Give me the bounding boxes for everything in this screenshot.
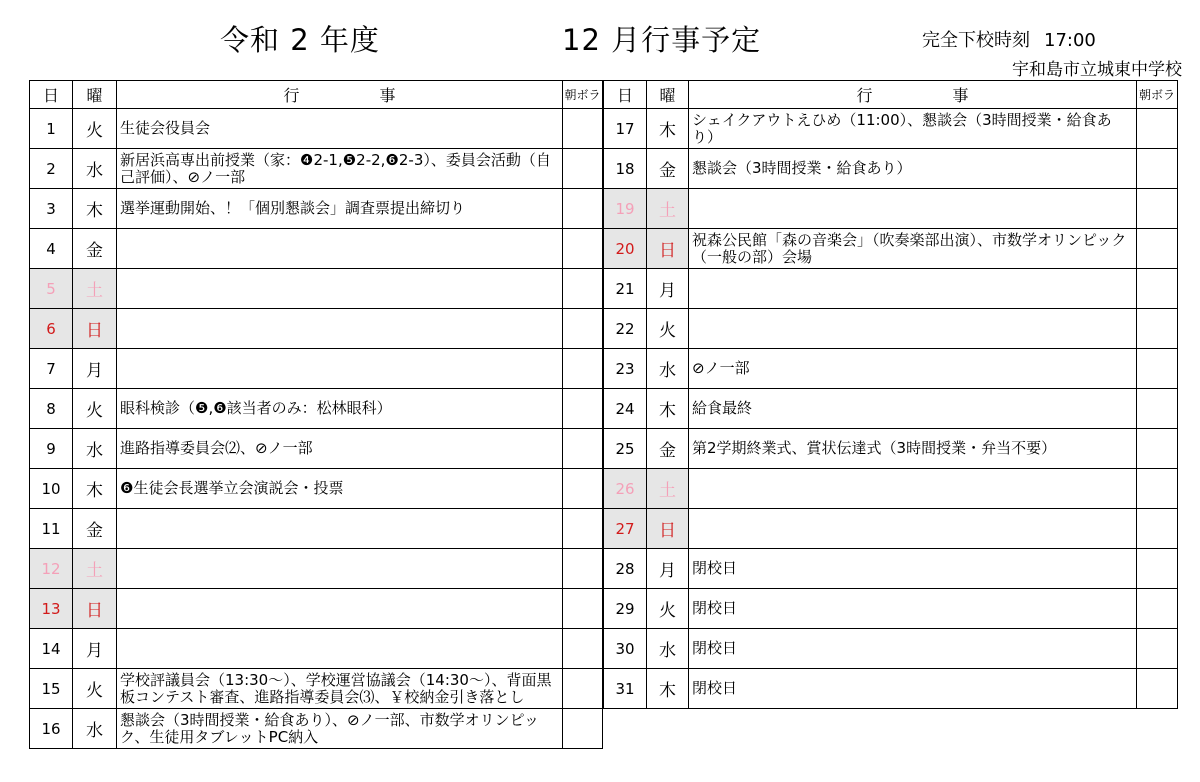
- schedule-table-right: [603, 80, 1178, 709]
- col-header-weekday: 曜: [73, 81, 117, 109]
- table-row: [604, 309, 1178, 349]
- event-cell: [117, 549, 563, 589]
- table-row: [30, 189, 603, 229]
- event-text: 閉校日: [692, 640, 738, 657]
- weekday-cell: 月: [647, 269, 689, 309]
- day-cell: 22: [604, 309, 647, 349]
- col-header-event: 行 事: [117, 81, 563, 109]
- table-row: [604, 149, 1178, 189]
- weekday-cell: 土: [647, 469, 689, 509]
- day-cell: 17: [604, 109, 647, 149]
- board-cell: [563, 109, 603, 149]
- weekday-cell: 木: [647, 669, 689, 709]
- event-cell: [689, 349, 1137, 389]
- event-text: 新居浜高専出前授業（家：❹2-1,❺2-2,❻2-3）、委員会活動（自己評価）、⊘ノ一部: [120, 151, 551, 186]
- weekday-cell: 月: [647, 549, 689, 589]
- event-cell: [117, 149, 563, 189]
- table-row: [30, 549, 603, 589]
- weekday-cell: 日: [647, 509, 689, 549]
- board-cell: [1137, 309, 1178, 349]
- weekday-cell: 水: [73, 429, 117, 469]
- event-cell: [117, 589, 563, 629]
- weekday-cell: 日: [73, 309, 117, 349]
- board-cell: [1137, 469, 1178, 509]
- weekday-cell: 木: [73, 189, 117, 229]
- table-row: [30, 309, 603, 349]
- school-name: 宇和島市立城東中学校: [1012, 60, 1182, 80]
- day-cell: 4: [30, 229, 73, 269]
- table-row: [604, 509, 1178, 549]
- day-cell: 1: [30, 109, 73, 149]
- event-cell: [689, 549, 1137, 589]
- col-header-day: 日: [30, 81, 73, 109]
- board-cell: [1137, 109, 1178, 149]
- day-cell: 28: [604, 549, 647, 589]
- board-cell: [1137, 149, 1178, 189]
- event-cell: [689, 669, 1137, 709]
- event-text: ❻生徒会長選挙立会演説会・投票: [120, 480, 344, 497]
- table-row: [604, 429, 1178, 469]
- day-cell: 16: [30, 709, 73, 749]
- event-cell: [117, 669, 563, 709]
- dismissal-time-info: [922, 26, 1096, 52]
- table-row: [30, 149, 603, 189]
- table-row: [604, 189, 1178, 229]
- weekday-cell: 金: [647, 429, 689, 469]
- weekday-cell: 金: [73, 229, 117, 269]
- board-cell: [563, 389, 603, 429]
- event-cell: [117, 709, 563, 749]
- board-cell: [563, 269, 603, 309]
- day-cell: 29: [604, 589, 647, 629]
- board-cell: [1137, 189, 1178, 229]
- day-cell: 5: [30, 269, 73, 309]
- event-text: 閉校日: [692, 560, 738, 577]
- weekday-cell: 金: [73, 509, 117, 549]
- day-cell: 8: [30, 389, 73, 429]
- col-header-day: 日: [604, 81, 647, 109]
- weekday-cell: 火: [73, 389, 117, 429]
- event-cell: [689, 429, 1137, 469]
- event-text: 閉校日: [692, 680, 738, 697]
- event-cell: [689, 469, 1137, 509]
- event-cell: [689, 269, 1137, 309]
- day-cell: 9: [30, 429, 73, 469]
- board-cell: [563, 709, 603, 749]
- board-cell: [1137, 629, 1178, 669]
- day-cell: 21: [604, 269, 647, 309]
- event-text: 祝森公民館「森の音楽会」（吹奏楽部出演）、市数学オリンピック（一般の部）会場: [692, 231, 1127, 266]
- event-text: シェイクアウトえひめ（11:00）、懇談会（3時間授業・給食あり）: [692, 111, 1112, 146]
- event-cell: [117, 429, 563, 469]
- table-row: [604, 629, 1178, 669]
- table-row: [30, 109, 603, 149]
- event-text: 進路指導委員会⑵、⊘ノ一部: [120, 440, 313, 457]
- event-text: 懇談会（3時間授業・給食あり）: [692, 160, 912, 177]
- board-cell: [1137, 509, 1178, 549]
- weekday-cell: 月: [73, 629, 117, 669]
- event-cell: [689, 189, 1137, 229]
- table-row: [604, 589, 1178, 629]
- board-cell: [1137, 349, 1178, 389]
- table-row: [604, 469, 1178, 509]
- event-cell: [117, 229, 563, 269]
- weekday-cell: 日: [647, 229, 689, 269]
- weekday-cell: 水: [73, 149, 117, 189]
- event-cell: [689, 629, 1137, 669]
- day-cell: 13: [30, 589, 73, 629]
- board-cell: [1137, 589, 1178, 629]
- event-text: 学校評議員会（13:30～）、学校運営協議会（14:30～）、背面黒板コンテスト審査、進路指導委員会⑶、￥校納金引き落とし: [120, 671, 552, 706]
- board-cell: [1137, 549, 1178, 589]
- board-cell: [563, 309, 603, 349]
- day-cell: 14: [30, 629, 73, 669]
- board-cell: [563, 349, 603, 389]
- board-cell: [1137, 429, 1178, 469]
- table-row: [30, 269, 603, 309]
- day-cell: 10: [30, 469, 73, 509]
- board-cell: [563, 589, 603, 629]
- event-cell: [117, 109, 563, 149]
- dismissal-label: 完全下校時刻: [922, 30, 1030, 51]
- event-cell: [117, 189, 563, 229]
- day-cell: 11: [30, 509, 73, 549]
- day-cell: 12: [30, 549, 73, 589]
- col-header-event: 行 事: [689, 81, 1137, 109]
- day-cell: 18: [604, 149, 647, 189]
- day-cell: 20: [604, 229, 647, 269]
- table-header-row: [604, 81, 1178, 109]
- board-cell: [1137, 229, 1178, 269]
- weekday-cell: 日: [73, 589, 117, 629]
- col-header-weekday: 曜: [647, 81, 689, 109]
- day-cell: 2: [30, 149, 73, 189]
- table-row: [30, 709, 603, 749]
- weekday-cell: 火: [73, 669, 117, 709]
- dismissal-time: 17:00: [1044, 30, 1096, 51]
- table-row: [604, 229, 1178, 269]
- event-text: 眼科検診（❺,❻該当者のみ：松林眼科）: [120, 400, 392, 417]
- weekday-cell: 水: [647, 349, 689, 389]
- event-text: 第2学期終業式、賞状伝達式（3時間授業・弁当不要）: [692, 440, 1057, 457]
- event-cell: [689, 509, 1137, 549]
- event-cell: [117, 469, 563, 509]
- board-cell: [563, 669, 603, 709]
- weekday-cell: 火: [73, 109, 117, 149]
- day-cell: 24: [604, 389, 647, 429]
- table-row: [30, 469, 603, 509]
- table-row: [604, 109, 1178, 149]
- board-cell: [1137, 269, 1178, 309]
- event-cell: [689, 389, 1137, 429]
- day-cell: 30: [604, 629, 647, 669]
- event-cell: [117, 349, 563, 389]
- event-text: 生徒会役員会: [120, 120, 211, 137]
- table-row: [604, 389, 1178, 429]
- day-cell: 25: [604, 429, 647, 469]
- title-month: 12 月行事予定: [562, 23, 762, 57]
- table-row: [30, 509, 603, 549]
- weekday-cell: 木: [647, 109, 689, 149]
- event-cell: [689, 229, 1137, 269]
- table-row: [30, 669, 603, 709]
- event-cell: [117, 309, 563, 349]
- table-row: [30, 349, 603, 389]
- weekday-cell: 火: [647, 589, 689, 629]
- event-cell: [117, 509, 563, 549]
- event-cell: [689, 109, 1137, 149]
- day-cell: 15: [30, 669, 73, 709]
- board-cell: [563, 149, 603, 189]
- event-text: 選挙運動開始、！「個別懇談会」調査票提出締切り: [120, 200, 466, 217]
- weekday-cell: 土: [73, 269, 117, 309]
- table-row: [30, 389, 603, 429]
- day-cell: 6: [30, 309, 73, 349]
- weekday-cell: 火: [647, 309, 689, 349]
- table-header-row: [30, 81, 603, 109]
- table-row: [604, 269, 1178, 309]
- weekday-cell: 水: [73, 709, 117, 749]
- table-row: [604, 669, 1178, 709]
- title-year: 令和 2 年度: [220, 23, 380, 57]
- day-cell: 19: [604, 189, 647, 229]
- weekday-cell: 木: [73, 469, 117, 509]
- table-row: [30, 589, 603, 629]
- day-cell: 31: [604, 669, 647, 709]
- weekday-cell: 土: [73, 549, 117, 589]
- event-text: ⊘ノ一部: [692, 360, 750, 377]
- event-cell: [117, 269, 563, 309]
- board-cell: [563, 549, 603, 589]
- event-cell: [689, 589, 1137, 629]
- board-cell: [1137, 669, 1178, 709]
- event-text: 給食最終: [692, 400, 753, 417]
- col-header-board: 朝ボラ: [563, 81, 603, 109]
- event-cell: [689, 149, 1137, 189]
- event-cell: [689, 309, 1137, 349]
- board-cell: [563, 429, 603, 469]
- day-cell: 7: [30, 349, 73, 389]
- table-row: [30, 629, 603, 669]
- table-row: [604, 549, 1178, 589]
- event-text: 懇談会（3時間授業・給食あり）、⊘ノ一部、市数学オリンピック、生徒用タブレットPC納入: [120, 711, 540, 746]
- weekday-cell: 土: [647, 189, 689, 229]
- day-cell: 23: [604, 349, 647, 389]
- weekday-cell: 月: [73, 349, 117, 389]
- weekday-cell: 金: [647, 149, 689, 189]
- board-cell: [563, 509, 603, 549]
- event-cell: [117, 629, 563, 669]
- board-cell: [563, 629, 603, 669]
- table-row: [604, 349, 1178, 389]
- col-header-board: 朝ボラ: [1137, 81, 1178, 109]
- day-cell: 26: [604, 469, 647, 509]
- schedule-table-left: [29, 80, 603, 749]
- day-cell: 3: [30, 189, 73, 229]
- board-cell: [563, 189, 603, 229]
- board-cell: [563, 229, 603, 269]
- weekday-cell: 水: [647, 629, 689, 669]
- event-text: 閉校日: [692, 600, 738, 617]
- table-row: [30, 229, 603, 269]
- weekday-cell: 木: [647, 389, 689, 429]
- table-row: [30, 429, 603, 469]
- board-cell: [563, 469, 603, 509]
- event-cell: [117, 389, 563, 429]
- day-cell: 27: [604, 509, 647, 549]
- board-cell: [1137, 389, 1178, 429]
